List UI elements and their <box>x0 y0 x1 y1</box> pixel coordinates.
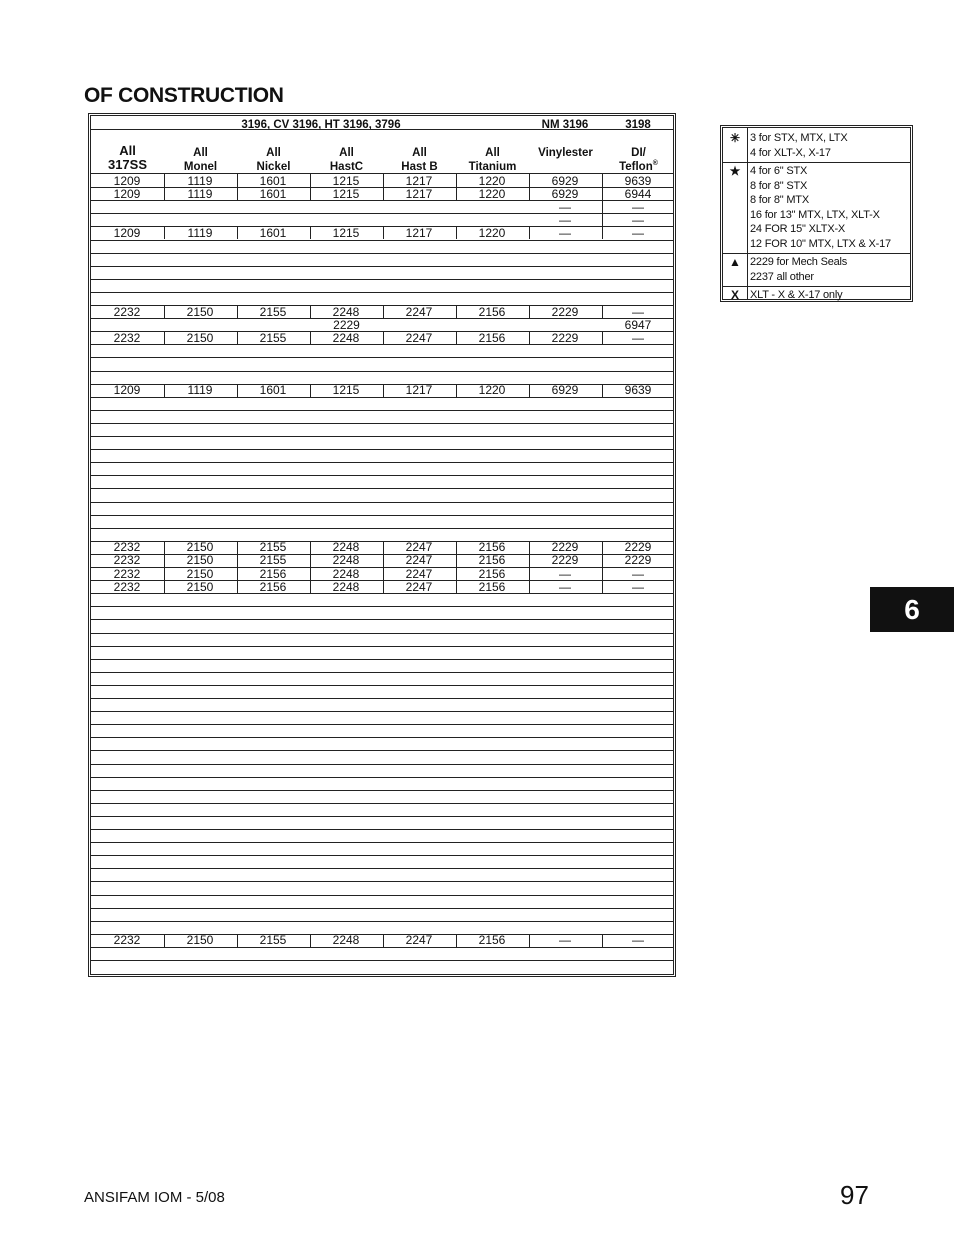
table-cell: 2247 <box>405 540 433 555</box>
column-header-label: Teflon <box>619 161 653 173</box>
table-cell: 1119 <box>187 383 213 398</box>
table-cell: 2248 <box>332 540 360 555</box>
header-divider-top <box>91 129 673 130</box>
table-cell: 1217 <box>405 173 433 188</box>
table-cell: 2150 <box>186 553 214 568</box>
legend-text: XLT - X & X-17 only <box>750 289 843 301</box>
table-cell: 1601 <box>259 173 287 188</box>
table-cell: 2229 <box>551 304 579 319</box>
table-cell: 2150 <box>186 933 214 948</box>
row-divider <box>91 279 673 280</box>
table-cell: — <box>559 566 571 581</box>
table-cell: — <box>632 933 644 948</box>
row-divider <box>91 908 673 909</box>
legend-text: 16 for 13" MTX, LTX, XLT-X <box>750 208 880 221</box>
table-cell: 1220 <box>478 225 506 240</box>
column-header-line1: All <box>485 147 500 159</box>
table-cell: 2248 <box>332 330 360 345</box>
table-cell: 6929 <box>551 186 579 201</box>
table-cell: 2248 <box>332 933 360 948</box>
table-cell: — <box>632 566 644 581</box>
row-divider <box>91 921 673 922</box>
footer-doc-id: ANSIFAM IOM - 5/08 <box>84 1189 225 1206</box>
table-cell: — <box>632 579 644 594</box>
table-cell: 2248 <box>332 566 360 581</box>
row-divider <box>91 357 673 358</box>
table-cell: 1119 <box>187 225 213 240</box>
column-header-line2 <box>310 160 383 174</box>
table-cell: 6929 <box>551 383 579 398</box>
column-header <box>91 143 164 172</box>
column-header-line1: All <box>412 147 427 159</box>
row-divider <box>91 685 673 686</box>
row-divider <box>91 515 673 516</box>
column-header <box>529 146 602 160</box>
table-cell: — <box>559 199 571 214</box>
table-cell: 2247 <box>405 553 433 568</box>
table-cell: 2248 <box>332 553 360 568</box>
table-cell: 2247 <box>405 933 433 948</box>
row-divider <box>91 266 673 267</box>
column-header-line2 <box>602 160 675 174</box>
table-cell: 2156 <box>478 304 506 319</box>
table-cell: — <box>559 225 571 240</box>
row-divider <box>91 528 673 529</box>
table-cell: 2232 <box>113 330 141 345</box>
table-cell: 2156 <box>478 566 506 581</box>
table-cell: 2155 <box>259 330 287 345</box>
table-cell: 2232 <box>113 553 141 568</box>
legend-box <box>720 125 913 302</box>
table-cell: 1209 <box>113 173 141 188</box>
row-divider <box>91 488 673 489</box>
table-cell: — <box>559 933 571 948</box>
table-cell: 2247 <box>405 330 433 345</box>
table-cell: 2247 <box>405 566 433 581</box>
row-divider <box>91 803 673 804</box>
table-cell: 2156 <box>259 579 287 594</box>
table-cell: 2156 <box>478 933 506 948</box>
table-cell: 2229 <box>624 553 652 568</box>
table-cell: 2156 <box>478 579 506 594</box>
table-cell: 1220 <box>478 173 506 188</box>
row-divider <box>91 842 673 843</box>
table-cell: 1220 <box>478 383 506 398</box>
column-header <box>383 146 456 174</box>
table-cell: 9639 <box>624 383 652 398</box>
column-header-label: Vinylester <box>538 147 593 159</box>
section-tab: 6 <box>870 587 954 632</box>
legend-text: 4 for 6" STX <box>750 165 808 177</box>
row-divider <box>91 895 673 896</box>
group-header-3196: 3196, CV 3196, HT 3196, 3796 <box>241 119 401 131</box>
group-header-nm3196: NM 3196 <box>541 119 589 131</box>
row-divider <box>91 881 673 882</box>
column-header-label: Titanium <box>468 161 517 173</box>
row-divider <box>91 816 673 817</box>
page-title: OF CONSTRUCTION <box>84 84 284 107</box>
row-divider <box>91 777 673 778</box>
column-header <box>602 146 675 174</box>
table-cell: 6929 <box>551 173 579 188</box>
table-cell: 2229 <box>551 330 579 345</box>
legend-symbol: ✳ <box>729 131 741 145</box>
table-cell: 2156 <box>478 330 506 345</box>
legend-text: 2229 for Mech Seals <box>750 256 848 268</box>
legend-text: 3 for STX, MTX, LTX <box>750 132 848 144</box>
table-cell: — <box>632 330 644 345</box>
column-header-label: 317SS <box>107 157 148 172</box>
row-divider <box>91 646 673 647</box>
table-cell: 2156 <box>478 540 506 555</box>
row-divider <box>91 502 673 503</box>
table-cell: 1217 <box>405 383 433 398</box>
table-cell: — <box>559 579 571 594</box>
legend-row <box>723 286 910 305</box>
table-cell: 2150 <box>186 566 214 581</box>
table-cell: 2150 <box>186 540 214 555</box>
row-divider <box>91 829 673 830</box>
column-header-line2 <box>529 146 602 160</box>
row-divider <box>91 737 673 738</box>
legend-text: 8 for 8" MTX <box>750 194 809 206</box>
table-cell: — <box>632 212 644 227</box>
legend-row <box>723 162 910 254</box>
row-divider <box>91 698 673 699</box>
table-cell: 2156 <box>259 566 287 581</box>
column-header-line2 <box>383 160 456 174</box>
column-header <box>310 146 383 174</box>
table-cell: — <box>632 304 644 319</box>
table-cell: 9639 <box>624 173 652 188</box>
table-cell: 2232 <box>113 579 141 594</box>
row-divider <box>91 292 673 293</box>
table-cell: 2232 <box>113 304 141 319</box>
table-cell: 1217 <box>405 225 433 240</box>
table-cell: 2150 <box>186 330 214 345</box>
table-cell: 2150 <box>186 304 214 319</box>
column-header-line2 <box>237 160 310 174</box>
table-cell: 1215 <box>332 173 360 188</box>
table-cell: 2155 <box>259 540 287 555</box>
legend-symbol: ▲ <box>729 255 741 269</box>
column-header <box>164 146 237 174</box>
row-divider <box>91 711 673 712</box>
row-divider <box>91 960 673 961</box>
row-divider <box>91 423 673 424</box>
table-cell: 2247 <box>405 579 433 594</box>
legend-text: 2237 all other <box>750 270 814 283</box>
row-divider <box>91 619 673 620</box>
table-cell: 1209 <box>113 225 141 240</box>
column-header-label: Nickel <box>256 161 291 173</box>
page-number: 97 <box>840 1180 869 1210</box>
table-cell: 2232 <box>113 933 141 948</box>
table-cell: 1209 <box>113 186 141 201</box>
row-divider <box>91 868 673 869</box>
table-cell: 2150 <box>186 579 214 594</box>
row-divider <box>91 724 673 725</box>
legend-text: 8 for 8" STX <box>750 179 808 192</box>
table-cell: 1215 <box>332 383 360 398</box>
row-divider <box>91 633 673 634</box>
row-divider <box>91 764 673 765</box>
registered-mark: ® <box>652 160 658 168</box>
column-header-line2 <box>164 160 237 174</box>
row-divider <box>91 410 673 411</box>
row-divider <box>91 462 673 463</box>
column-header-line2 <box>91 158 164 172</box>
table-cell: — <box>632 199 644 214</box>
legend-symbol: X <box>730 288 739 302</box>
row-divider <box>91 436 673 437</box>
legend-text: 4 for XLT-X, X-17 <box>750 146 831 159</box>
table-cell: 2229 <box>551 540 579 555</box>
table-cell: 2232 <box>113 540 141 555</box>
table-cell: 1215 <box>332 225 360 240</box>
row-divider <box>91 475 673 476</box>
column-header <box>456 146 529 174</box>
column-header-line1: DI/ <box>631 147 646 159</box>
table-cell: 2155 <box>259 553 287 568</box>
table-cell: 2229 <box>624 540 652 555</box>
legend-text: 24 FOR 15" XLTX-X <box>750 223 846 235</box>
column-header-label: Monel <box>183 161 218 173</box>
table-cell: 2155 <box>259 933 287 948</box>
column-header-line1: All <box>193 147 208 159</box>
row-divider <box>91 253 673 254</box>
table-cell: 1601 <box>259 383 287 398</box>
table-cell: 2247 <box>405 304 433 319</box>
table-cell: 2155 <box>259 304 287 319</box>
column-header-line1: All <box>119 143 136 158</box>
table-cell: — <box>559 212 571 227</box>
table-cell: — <box>632 225 644 240</box>
legend-text: 12 FOR 10" MTX, LTX & X-17 <box>750 237 891 250</box>
legend-symbol: ★ <box>729 164 741 178</box>
table-cell: 2248 <box>332 304 360 319</box>
row-divider <box>91 371 673 372</box>
table-cell: 2232 <box>113 566 141 581</box>
row-divider <box>91 790 673 791</box>
table-cell: 1601 <box>259 186 287 201</box>
table-cell: 1220 <box>478 186 506 201</box>
column-header-line2 <box>456 160 529 174</box>
row-divider <box>91 672 673 673</box>
table-cell: 2229 <box>551 553 579 568</box>
table-cell: 1209 <box>113 383 141 398</box>
row-divider <box>91 606 673 607</box>
column-header-line1: All <box>266 147 281 159</box>
column-header-line1: All <box>339 147 354 159</box>
table-cell: 1215 <box>332 186 360 201</box>
table-cell: 2156 <box>478 553 506 568</box>
table-cell: 2248 <box>332 579 360 594</box>
row-divider <box>91 750 673 751</box>
table-cell: 1119 <box>187 186 213 201</box>
table-cell-span: 2229 <box>333 317 360 332</box>
table-cell: 1119 <box>187 173 213 188</box>
legend-row <box>723 253 910 287</box>
table-cell: 1217 <box>405 186 433 201</box>
legend-row <box>723 129 910 163</box>
column-header <box>237 146 310 174</box>
table-cell: 1601 <box>259 225 287 240</box>
row-divider <box>91 449 673 450</box>
row-divider <box>91 659 673 660</box>
group-header-3198: 3198 <box>625 119 651 131</box>
table-cell: 6947 <box>624 317 652 332</box>
table-cell: 6944 <box>624 186 652 201</box>
materials-table <box>88 113 676 977</box>
column-header-label: Hast B <box>401 161 438 173</box>
column-header-label: HastC <box>329 161 364 173</box>
row-divider <box>91 855 673 856</box>
